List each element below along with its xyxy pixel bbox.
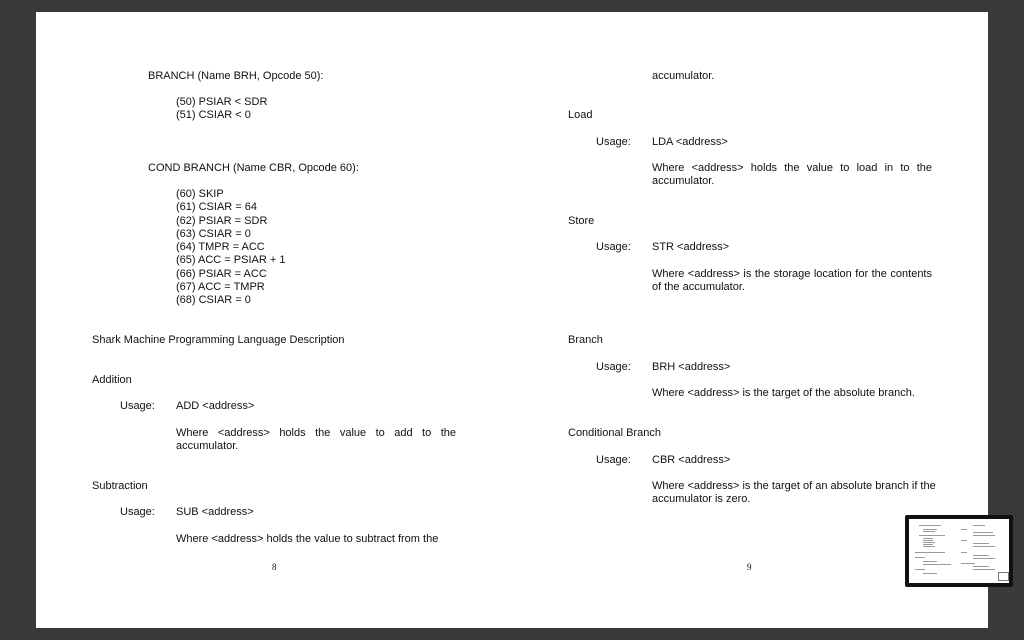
addition-description: Where <address> holds the value to add to the accumulator. xyxy=(176,427,456,453)
cond-branch-description: Where <address> is the target of an absolute branch if the accumulator is zero. xyxy=(652,480,936,506)
document-spread xyxy=(36,12,988,628)
store-usage: STR <address> xyxy=(652,241,730,253)
branch-description: Where <address> is the target of the absolute branch. xyxy=(652,387,915,399)
step-line: (61) CSIAR = 64 xyxy=(176,201,258,214)
resize-handle-icon[interactable] xyxy=(998,572,1009,581)
page-8 xyxy=(36,12,512,628)
step-line: (50) PSIAR < SDR xyxy=(176,96,268,108)
subtraction-usage: SUB <address> xyxy=(176,506,254,518)
usage-label: Usage: xyxy=(596,136,631,148)
section-title: Shark Machine Programming Language Description xyxy=(92,334,345,346)
step-line: (60) SKIP xyxy=(176,188,224,200)
load-heading: Load xyxy=(568,109,593,121)
store-heading: Store xyxy=(568,215,595,227)
step-line: (65) ACC = PSIAR + 1 xyxy=(176,254,286,267)
usage-label: Usage: xyxy=(120,506,155,518)
step-line: (63) CSIAR = 0 xyxy=(176,227,251,240)
cond-branch-usage: CBR <address> xyxy=(652,454,731,466)
addition-heading: Addition xyxy=(92,374,132,386)
step-line: (64) TMPR = ACC xyxy=(176,241,265,254)
branch-steps xyxy=(176,96,267,123)
step-line: (68) CSIAR = 0 xyxy=(176,294,251,307)
branch-heading: BRANCH (Name BRH, Opcode 50): xyxy=(148,70,324,82)
branch-usage: BRH <address> xyxy=(652,361,731,373)
page-number: 8 xyxy=(272,562,277,572)
step-line: (66) PSIAR = ACC xyxy=(176,267,267,280)
store-description: Where <address> is the storage location for the contents of the accumulator. xyxy=(652,268,932,294)
cond-branch-heading: COND BRANCH (Name CBR, Opcode 60): xyxy=(148,162,359,174)
thumbnail-preview xyxy=(909,519,1009,583)
step-line: (67) ACC = TMPR xyxy=(176,281,265,294)
subtraction-description: Where <address> holds the value to subtract from the xyxy=(176,533,439,545)
addition-usage: ADD <address> xyxy=(176,400,255,412)
step-line: (51) CSIAR < 0 xyxy=(176,109,251,122)
branch-heading: Branch xyxy=(568,334,603,346)
usage-label: Usage: xyxy=(596,361,631,373)
cond-branch-heading: Conditional Branch xyxy=(568,427,661,439)
usage-label: Usage: xyxy=(596,241,631,253)
page-thumbnail-navigator[interactable] xyxy=(905,515,1013,587)
cond-branch-steps xyxy=(176,188,285,308)
continued-text: accumulator. xyxy=(652,70,715,82)
page-number: 9 xyxy=(747,562,752,572)
usage-label: Usage: xyxy=(120,400,155,412)
load-description: Where <address> holds the value to load in to the accumulator. xyxy=(652,162,932,188)
step-line: (62) PSIAR = SDR xyxy=(176,214,268,227)
subtraction-heading: Subtraction xyxy=(92,480,148,492)
usage-label: Usage: xyxy=(596,454,631,466)
load-usage: LDA <address> xyxy=(652,136,728,148)
